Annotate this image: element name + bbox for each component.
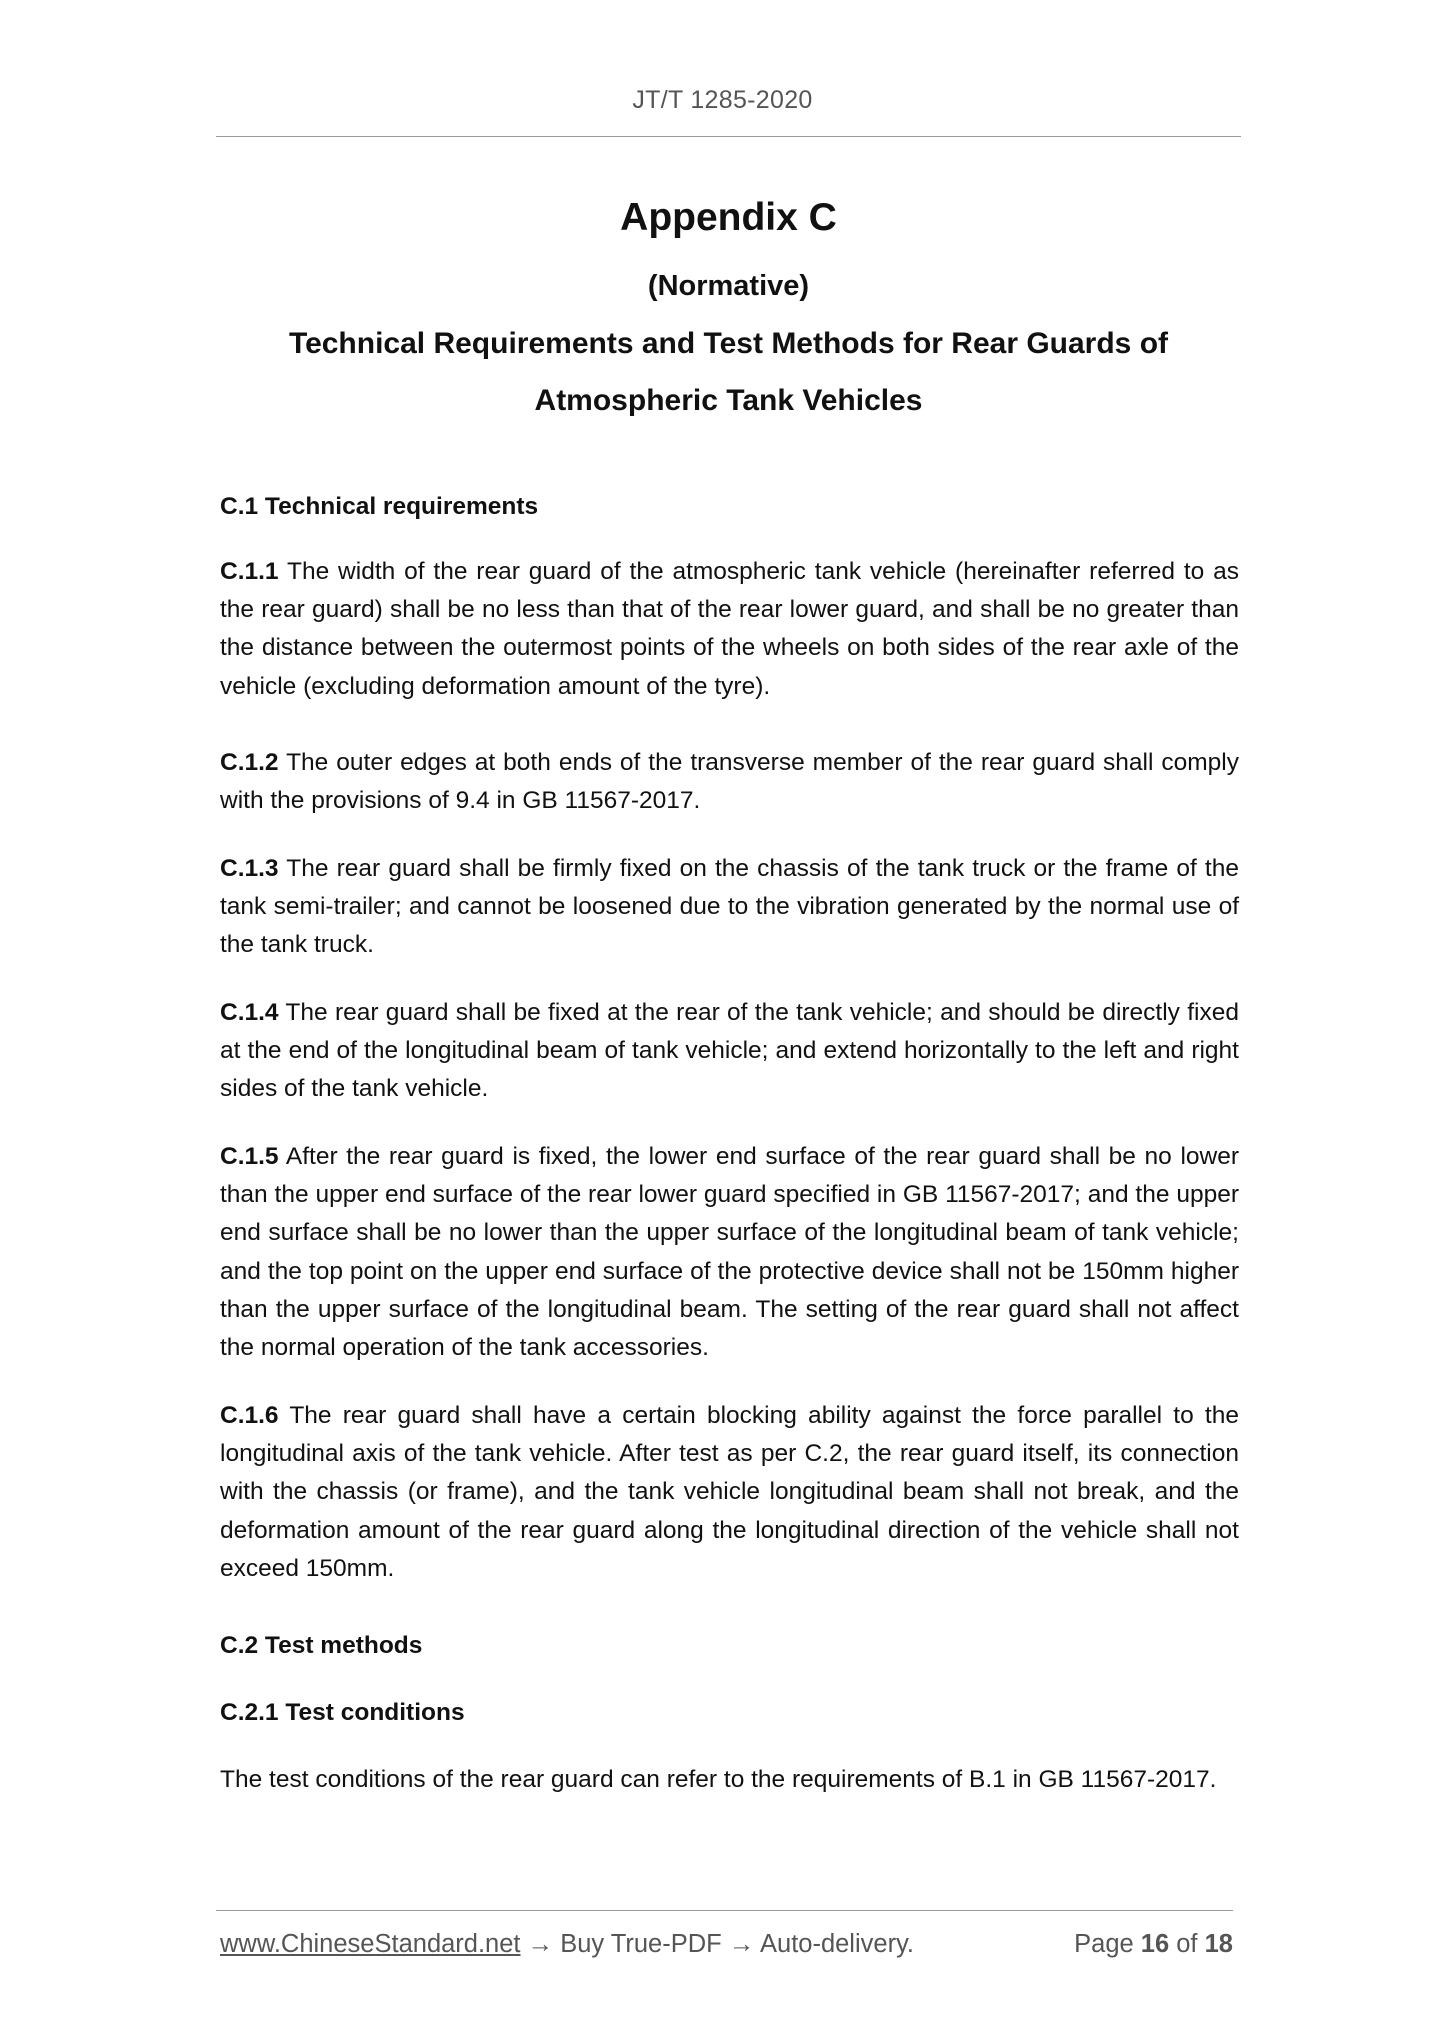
clause-text: The rear guard shall be fixed at the rear of the tank vehicle; and should be directly fixed at the end of the longitudinal beam of tank vehicle; and extend horizontally to the left and right sides of the tank vehicle. — [220, 999, 1239, 1103]
section-c2-heading: C.2 Test methods — [220, 1632, 423, 1659]
normative-label: (Normative) — [647, 270, 810, 302]
page-label: Page — [1074, 1930, 1134, 1958]
clause-number: C.1.2 — [220, 749, 279, 776]
clause-number: C.1.5 — [220, 1143, 279, 1170]
clause-text: The outer edges at both ends of the transverse member of the rear guard shall comply with the provisions of 9.4 in GB 11567-2017. — [220, 749, 1240, 815]
clause-number: C.1.4 — [220, 999, 279, 1026]
clause-c1-2 — [220, 744, 1239, 820]
clause-text: The rear guard shall be firmly fixed on the chassis of the tank truck or the frame of the tank semi-trailer; and cannot be loosened due to the vibration generated by the normal use of the tank truck. — [220, 855, 1239, 959]
clause-c1-3 — [220, 850, 1239, 965]
clause-text: The rear guard shall have a certain blocking ability against the force parallel to the longitudinal axis of the tank vehicle. After test as per C.2, the rear guard itself, its connection with the chassis (or frame), and the tank vehicle longitudinal beam shall not break, and the deformation amount of the rear guard along the longitudinal direction of the vehicle shall not exceed 150mm. — [220, 1402, 1239, 1582]
document-code: JT/T 1285-2020 — [632, 86, 813, 114]
page-total: 18 — [1204, 1930, 1233, 1958]
clause-c1-1 — [220, 553, 1239, 706]
page-current: 16 — [1140, 1930, 1170, 1958]
footer-promo — [220, 1930, 914, 1959]
clause-c1-6 — [220, 1397, 1239, 1588]
footer-promo-text: → Buy True-PDF → Auto-delivery. — [527, 1930, 915, 1958]
website-link[interactable]: www.ChineseStandard.net — [220, 1930, 521, 1958]
clause-number: C.1.3 — [220, 855, 279, 882]
clause-c2-1-text: The test conditions of the rear guard can refer to the requirements of B.1 in GB 11567-2017. — [220, 1766, 1217, 1793]
clause-c1-5 — [220, 1138, 1239, 1367]
clause-c1-4 — [220, 994, 1239, 1109]
clause-text: The width of the rear guard of the atmospheric tank vehicle (hereinafter referred to as the rear guard) shall be no less than that of the rear lower guard, and shall be no greater than the distance between the outermost points of the wheels on both sides of the rear axle of the vehicle (excluding deformation amount of the tyre). — [220, 558, 1239, 700]
section-c1-heading: C.1 Technical requirements — [220, 493, 539, 520]
clause-number: C.1.1 — [220, 558, 279, 585]
header-divider — [216, 136, 1241, 137]
appendix-title: Appendix C — [620, 196, 837, 239]
subsection-c2-1-heading: C.2.1 Test conditions — [220, 1699, 465, 1726]
clause-text: After the rear guard is fixed, the lower end surface of the rear guard shall be no lower than the upper end surface of the rear lower guard specified in GB 11567-2017; and the upper end surface shall be no lower than the upper surface of the longitudinal beam of tank vehicle; and the top point on the upper end surface of the protective device shall not be 150mm higher than the upper surface of the longitudinal beam. The setting of the rear guard shall not affect the normal operation of the tank accessories. — [220, 1143, 1239, 1362]
page-indicator — [1074, 1930, 1233, 1959]
clause-number: C.1.6 — [220, 1402, 279, 1429]
appendix-heading-line-2: Atmospheric Tank Vehicles — [534, 384, 923, 417]
appendix-heading-line-1: Technical Requirements and Test Methods for Rear Guards of — [288, 327, 1169, 360]
page-of-label: of — [1176, 1930, 1198, 1958]
footer-divider — [216, 1910, 1233, 1911]
